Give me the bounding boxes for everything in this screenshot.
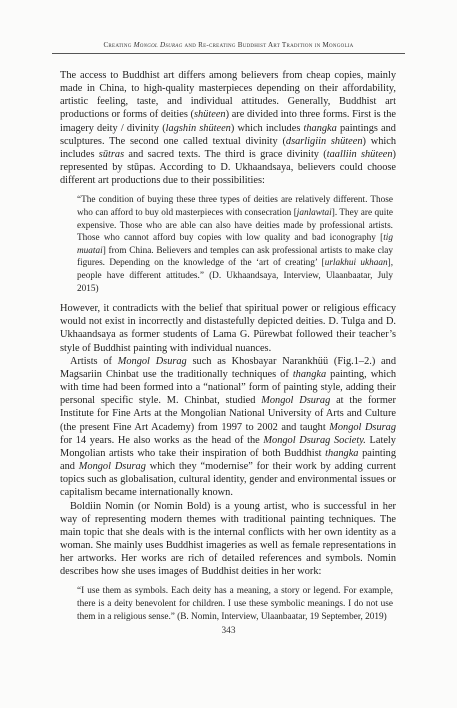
paragraph-contradiction: However, it contradicts with the belief that spiritual power or religious efficacy would not exist in incorrectly and distastefully depicted deities. D. Tulga and D. Ukhaandsaya as former students of Lama G. Pürewbat followed their teacher’s style of Buddhist painting with individual nuances. xyxy=(60,303,396,354)
block-quote-ukhaandsaya xyxy=(77,194,393,295)
page-number: 343 xyxy=(221,626,236,636)
quote-text: “I use them as symbols. Each deity has a meaning, a story or legend. For example, there is a deity benevolent for children. I use these symbolic meanings. I do not use them in a religious sense.” (B. Nomin, Interview, Ulaanbaatar, 19 September, 2019) xyxy=(77,586,393,622)
running-head: Creating Mongol Dsurag and Re-creating Buddhist Art Tradition in Mongolia xyxy=(103,41,354,49)
block-quote-nomin xyxy=(77,585,393,623)
paragraph-buddhist-art-access: The access to Buddhist art differs among believers from cheap copies, mainly made in China, to high-quality masterpieces depending on their affordability, artistic feeling, taste, and individual attitudes. Generally, Buddhist art productions or forms of deities (shüteen) are divided into three forms. First is the imagery deity / divinity (lagshin shüteen) which includes thangka paintings and sculptures. The second one called textual divinity (dsarligiin shüteen) which includes sūtras and sacred texts. The third is grace divinity (taalliin shüteen) represented by stūpas. According to D. Ukhaandsaya, believers could choose different art productions due to their possibilities: xyxy=(60,70,397,187)
quote-text: “The condition of buying these three types of deities are relatively different. Those who can afford to buy old masterpieces with consecration [janlawtai]. They are quite expensive. Those who are able can also have deities made by professional artists. Those who cannot afford buy copies with low quality and bad iconography [tig muatai] from China. Believers and temples can ask professional artists to make clay figures. Depending on the knowledge of the ‘art of creating’ [urlakhui ukhaan], people have different attitudes.” (D. Ukhaandsaya, Interview, Ulaanbaatar, July 2015) xyxy=(77,195,394,294)
body-text xyxy=(60,69,396,630)
paragraph-boldiin-nomin: Boldiin Nomin (or Nomin Bold) is a young artist, who is successful in her way of representing modern themes with traditional painting techniques. The main topic that she deals with is the internal conflicts with her own identity as a woman. She mainly uses Buddhist imageries as well as female representations in her artworks. Her works are rich of detailed references and symbols. Nomin describes how she uses images of Buddhist deities in her work: xyxy=(60,500,396,578)
paragraph-mongol-dsurag-artists: Artists of Mongol Dsurag such as Khosbayar Narankhüü (Fig.1–2.) and Magsariin Chinbat use the traditionally techniques of thangka painting, which with time had been formed into a “national” form of painting style, adding their personal specific style. M. Chinbat, studied Mongol Dsurag at the former Institute for Fine Arts at the Mongolian National University of Arts and Culture (the present Fine Art Academy) from 1997 to 2002 and taught Mongol Dsurag for 14 years. He also works as the head of the Mongol Dsurag Society. Lately Mongolian artists who take their inspiration of both Buddhist thangka painting and Mongol Dsurag which they “modernise” for their work by adding current topics such as globalisation, cultural identity, gender and environmental issues or capitalism became internationally known. xyxy=(60,355,396,499)
header-rule xyxy=(52,53,405,54)
